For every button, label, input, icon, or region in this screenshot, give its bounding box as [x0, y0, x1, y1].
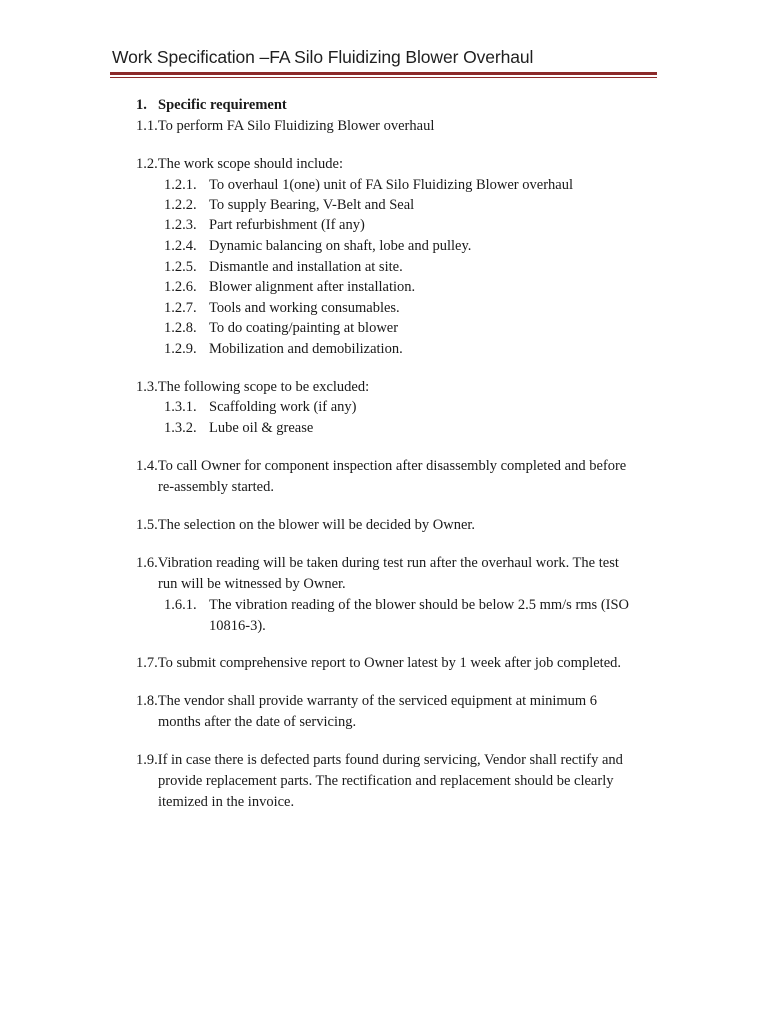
header-rule-thin [110, 77, 657, 78]
item-1-9-line-3: itemized in the invoice. [158, 794, 295, 810]
item-1-8-line-2: months after the date of servicing. [158, 714, 357, 730]
subitem-1-2-2: 1.2.2. To supply Bearing, V-Belt and Seal [164, 197, 415, 213]
page-title: Work Specification –FA Silo Fluidizing Blower Overhaul [112, 47, 534, 67]
subitem-1-2-1: 1.2.1. To overhaul 1(one) unit of FA Silo Fluidizing Blower overhaul [164, 177, 573, 193]
subitem-1-3-1: 1.3.1. Scaffolding work (if any) [164, 399, 357, 415]
item-1-6-line-1: 1.6.Vibration reading will be taken during test run after the overhaul work. The test [136, 555, 619, 571]
item-1-9-line-2: provide replacement parts. The rectification and replacement should be clearly [158, 773, 614, 789]
subitem-1-2-9: 1.2.9. Mobilization and demobilization. [164, 341, 403, 357]
subitem-1-2-7: 1.2.7. Tools and working consumables. [164, 300, 400, 316]
item-1-8-line-1: 1.8.The vendor shall provide warranty of the serviced equipment at minimum 6 [136, 693, 598, 709]
item-1-1: 1.1.To perform FA Silo Fluidizing Blower overhaul [136, 118, 435, 134]
section-heading [136, 96, 287, 114]
item-1-4-line-2: re-assembly started. [158, 479, 274, 495]
subitem-1-2-5: 1.2.5. Dismantle and installation at site. [164, 259, 403, 275]
item-1-6-line-2: run will be witnessed by Owner. [158, 576, 346, 592]
item-1-9-line-1: 1.9.If in case there is defected parts found during servicing, Vendor shall rectify and [136, 752, 623, 768]
item-1-3: 1.3.The following scope to be excluded: [136, 379, 370, 395]
subitem-1-2-6: 1.2.6. Blower alignment after installation. [164, 279, 416, 295]
subitem-1-2-3: 1.2.3. Part refurbishment (If any) [164, 217, 365, 233]
item-1-2: 1.2.The work scope should include: [136, 156, 343, 172]
item-1-5: 1.5.The selection on the blower will be decided by Owner. [136, 517, 476, 533]
header-rule-thick [110, 72, 657, 75]
section-heading-text: Specific requirement [158, 97, 287, 113]
item-1-7: 1.7.To submit comprehensive report to Owner latest by 1 week after job completed. [136, 655, 621, 671]
section-number: 1. [136, 97, 147, 113]
subitem-1-2-4: 1.2.4. Dynamic balancing on shaft, lobe and pulley. [164, 238, 472, 254]
item-1-4-line-1: 1.4.To call Owner for component inspection after disassembly completed and before [136, 458, 627, 474]
subitem-1-6-1: 1.6.1. The vibration reading of the blower should be below 2.5 mm/s rms (ISO [164, 597, 630, 613]
subitem-1-3-2: 1.3.2. Lube oil & grease [164, 420, 314, 436]
subitem-1-6-1-line-2: 10816-3). [209, 618, 266, 634]
subitem-1-2-8: 1.2.8. To do coating/painting at blower [164, 320, 399, 336]
